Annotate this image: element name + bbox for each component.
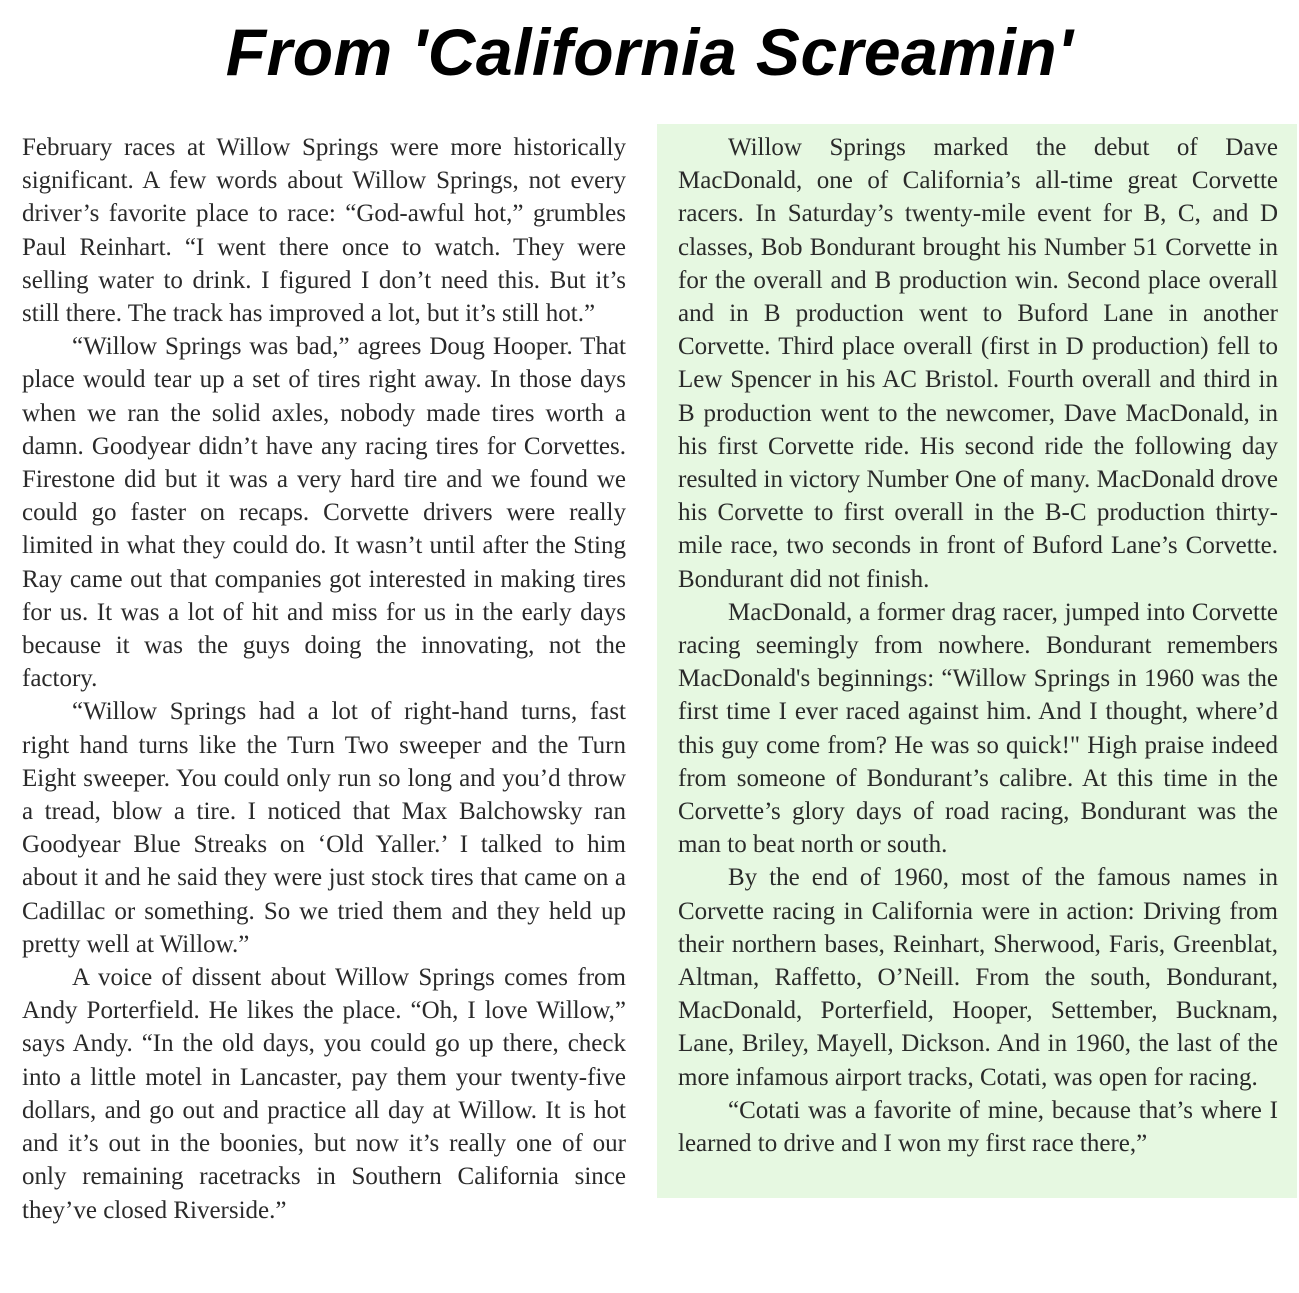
page-title: From 'California Screamin' xyxy=(225,15,1074,89)
left-paragraph-3: “Willow Springs had a lot of right-hand turns, fast right hand turns like the Turn Two sweeper and the Turn Eight sweeper. You could only run so long and you’d throw a tread, blow a tire. I noticed that Max Balchowsky ran Goodyear Blue Streaks on ‘Old Yaller.’ I talked to him about it and he said they were just stock tires that came on a Cadillac or something. So we tried them and they held up pretty well at Willow.” xyxy=(22,698,626,958)
right-paragraph-2: MacDonald, a former drag racer, jumped into Corvette racing seemingly from nowhere. Bondurant remembers MacDonald's beginnings: “Willow Springs in 1960 was the first time I ever raced against him. And I thought, where’d this guy come from? He was so quick!" High praise indeed from someone of Bondurant’s calibre. At this time in the Corvette’s glory days of road racing, Bondurant was the man to beat north or south. xyxy=(678,598,1278,859)
left-paragraph-2: “Willow Springs was bad,” agrees Doug Hooper. That place would tear up a set of tires right away. In those days when we ran the solid axles, nobody made tires worth a damn. Goodyear didn’t have any racing tires for Corvettes. Firestone did but it was a very hard tire and we found we could go faster on recaps. Corvette drivers were really limited in what they could do. It wasn’t until after the Sting Ray came out that companies got interested in making tires for us. It was a lot of hit and miss for us in the early days because it was the guys doing the innovating, not the factory. xyxy=(22,333,626,693)
right-paragraph-4: “Cotati was a favorite of mine, because that’s where I learned to drive and I won my first race there,” xyxy=(678,1096,1278,1158)
left-paragraph-1: February races at Willow Springs were more historically significant. A few words about Willow Springs, not every driver’s favorite place to race: “God-awful hot,” grumbles Paul Reinhart. “I went there once to watch. They were selling water to drink. I figured I don’t need this. But it’s still there. The track has improved a lot, but it’s still hot.” xyxy=(22,134,626,328)
right-paragraph-1: Willow Springs marked the debut of Dave MacDonald, one of California’s all-time great Corvette racers. In Saturday’s twenty-mile event for B, C, and D classes, Bob Bondurant brought his Number 51 Corvette in for the overall and B production win. Second place overall and in B production went to Buford Lane in another Corvette. Third place overall (first in D production) fell to Lew Spencer in his AC Bristol. Fourth overall and third in B production went to the newcomer, Dave MacDonald, in his first Corvette ride. His second ride the following day resulted in victory Number One of many. MacDonald drove his Corvette to first overall in the B-C production thirty-mile race, two seconds in front of Buford Lane’s Corvette. Bondurant did not finish. xyxy=(678,134,1278,593)
left-paragraph-4: A voice of dissent about Willow Springs comes from Andy Porterfield. He likes the place. “Oh, I love Willow,” says Andy. “In the old days, you could go up there, check into a little motel in Lancaster, pay them your twenty-five dollars, and go out and practice all day at Willow. It is hot and it’s out in the boonies, but now it’s really one of our only remaining racetracks in Southern California since they’ve closed Riverside.” xyxy=(22,964,626,1224)
left-column xyxy=(22,131,626,1227)
right-column xyxy=(678,131,1278,1160)
right-paragraph-3: By the end of 1960, most of the famous names in Corvette racing in California were in action: Driving from their northern bases, Reinhart, Sherwood, Faris, Greenblat, Altman, Raffetto, O’Neill. From the south, Bondurant, MacDonald, Porterfield, Hooper, Settember, Bucknam, Lane, Briley, Mayell, Dickson. And in 1960, the last of the more infamous airport tracks, Cotati, was open for racing. xyxy=(678,864,1278,1091)
